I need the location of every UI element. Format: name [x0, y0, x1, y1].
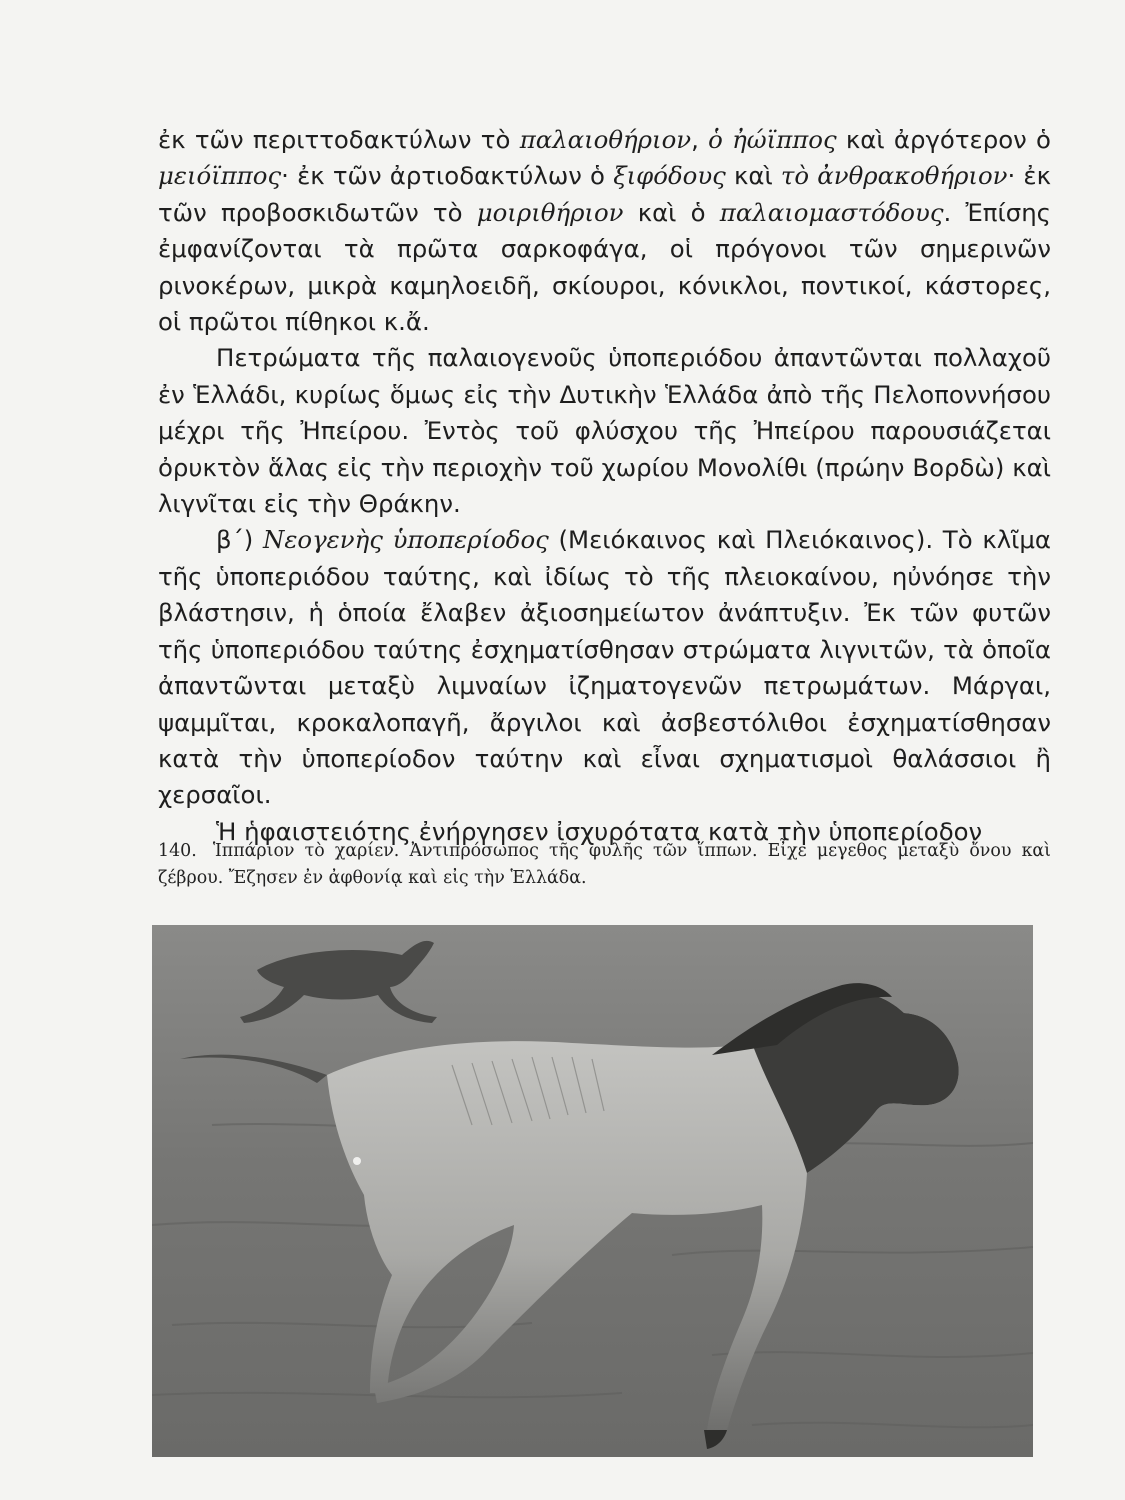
paragraph	[158, 122, 1051, 340]
text-run: Πετρώματα τῆς παλαιογενοῦς ὑποπεριόδου ἀπαντῶνται πολλαχοῦ ἐν Ἑλλάδι, κυρίως ὅμως εἰς τὴν Δυτικὴν Ἑλλάδα ἀπὸ τῆς Πελοποννήσου μέχρι τῆς Ἠπείρου. Ἐντὸς τοῦ φλύσχου τῆς Ἠπείρου παρουσιάζεται ὀρυκτὸν ἅλας εἰς τὴν περιοχὴν τοῦ χωρίου Μονολίθι (πρώην Βορδὼ) καὶ λιγνῖται εἰς τὴν Θράκην.	[158, 343, 1051, 519]
figure-caption-text: Ἱππάριον τὸ χαρίεν. Ἀντιπρόσωπος τῆς φυλῆς τῶν ἵππων. Εἶχε μεγεθος μεταξὺ ὄνου καὶ ζέβρου. Ἔζησεν ἐν ἀφθονίᾳ καὶ εἰς τὴν Ἑλλάδα.	[158, 841, 1051, 888]
text-run: ἐκ τῶν περιττοδακτύλων τὸ	[158, 125, 520, 154]
text-run: καὶ ἀργότερον ὁ	[836, 125, 1051, 154]
italic-term: μοιριθήριον	[476, 197, 624, 227]
text-run: καὶ ὁ	[623, 197, 720, 227]
italic-term: παλαιομαστόδους	[719, 197, 944, 227]
figure-number: 140.	[158, 841, 197, 861]
italic-term: ξιφόδους	[613, 161, 726, 191]
text-run: ,	[691, 125, 709, 154]
italic-term: τὸ ἀνθρακοθήριον	[780, 161, 1008, 191]
eye-spot	[353, 1157, 361, 1165]
text-run: . Ἐπίσης ἐμφανίζονται τὰ πρῶτα σαρκοφάγα, οἱ πρόγονοι τῶν σημερινῶν ρινοκέρων, μικρὰ καμηλοειδῆ, σκίουροι, κόνικλοι, ποντικοί, κάστορες, οἱ πρῶτοι πίθηκοι κ.ἄ.	[158, 197, 1051, 337]
italic-term: ὁ ἠώϊππος	[708, 125, 837, 154]
paragraph	[158, 522, 1051, 813]
paragraph	[158, 340, 1051, 522]
italic-term: παλαιοθήριον	[519, 125, 692, 154]
text-run: (Μειόκαινος καὶ Πλειόκαινος). Τὸ κλῖμα τῆς ὑποπεριόδου ταύτης, καὶ ἰδίως τὸ τῆς πλειοκαίνου, ηὐνόησε τὴν βλάστησιν, ἡ ὁποία ἔλαβεν ἀξιοσημείωτον ἀνάπτυξιν. Ἐκ τῶν φυτῶν τῆς ὑποπεριόδου ταύτης ἐσχηματίσθησαν στρώματα λιγνιτῶν, τὰ ὁποῖα ἀπαντῶνται μεταξὺ λιμναίων ἰζηματογενῶν πετρωμάτων. Μάργαι, ψαμμῖται, κροκαλοπαγῆ, ἄργιλοι καὶ ἀσβεστόλιθοι ἐσχηματίσθησαν κατὰ τὴν ὑποπερίοδον ταύτην καὶ εἶναι σχηματισμοὶ θαλάσσιοι ἢ χερσαῖοι.	[158, 525, 1051, 810]
body-text	[158, 122, 1051, 850]
text-run: · ἐκ τῶν προβοσκιδωτῶν τὸ	[158, 161, 1051, 227]
text-run: καὶ	[725, 161, 781, 191]
hipparion-illustration	[152, 925, 1033, 1457]
text-run: · ἐκ τῶν ἀρτιοδακτύλων ὁ	[281, 161, 614, 191]
italic-term: μειόϊππος	[158, 161, 282, 191]
italic-term: Νεογενὴς ὑποπερίοδος	[262, 525, 549, 555]
figure-caption	[158, 838, 1051, 892]
text-run: β΄)	[216, 525, 263, 555]
text-run: Ἡ ἡφαιστειότης ἐνήργησεν ἰσχυρότατα κατὰ τὴν ὑποπερίοδον	[216, 816, 983, 846]
